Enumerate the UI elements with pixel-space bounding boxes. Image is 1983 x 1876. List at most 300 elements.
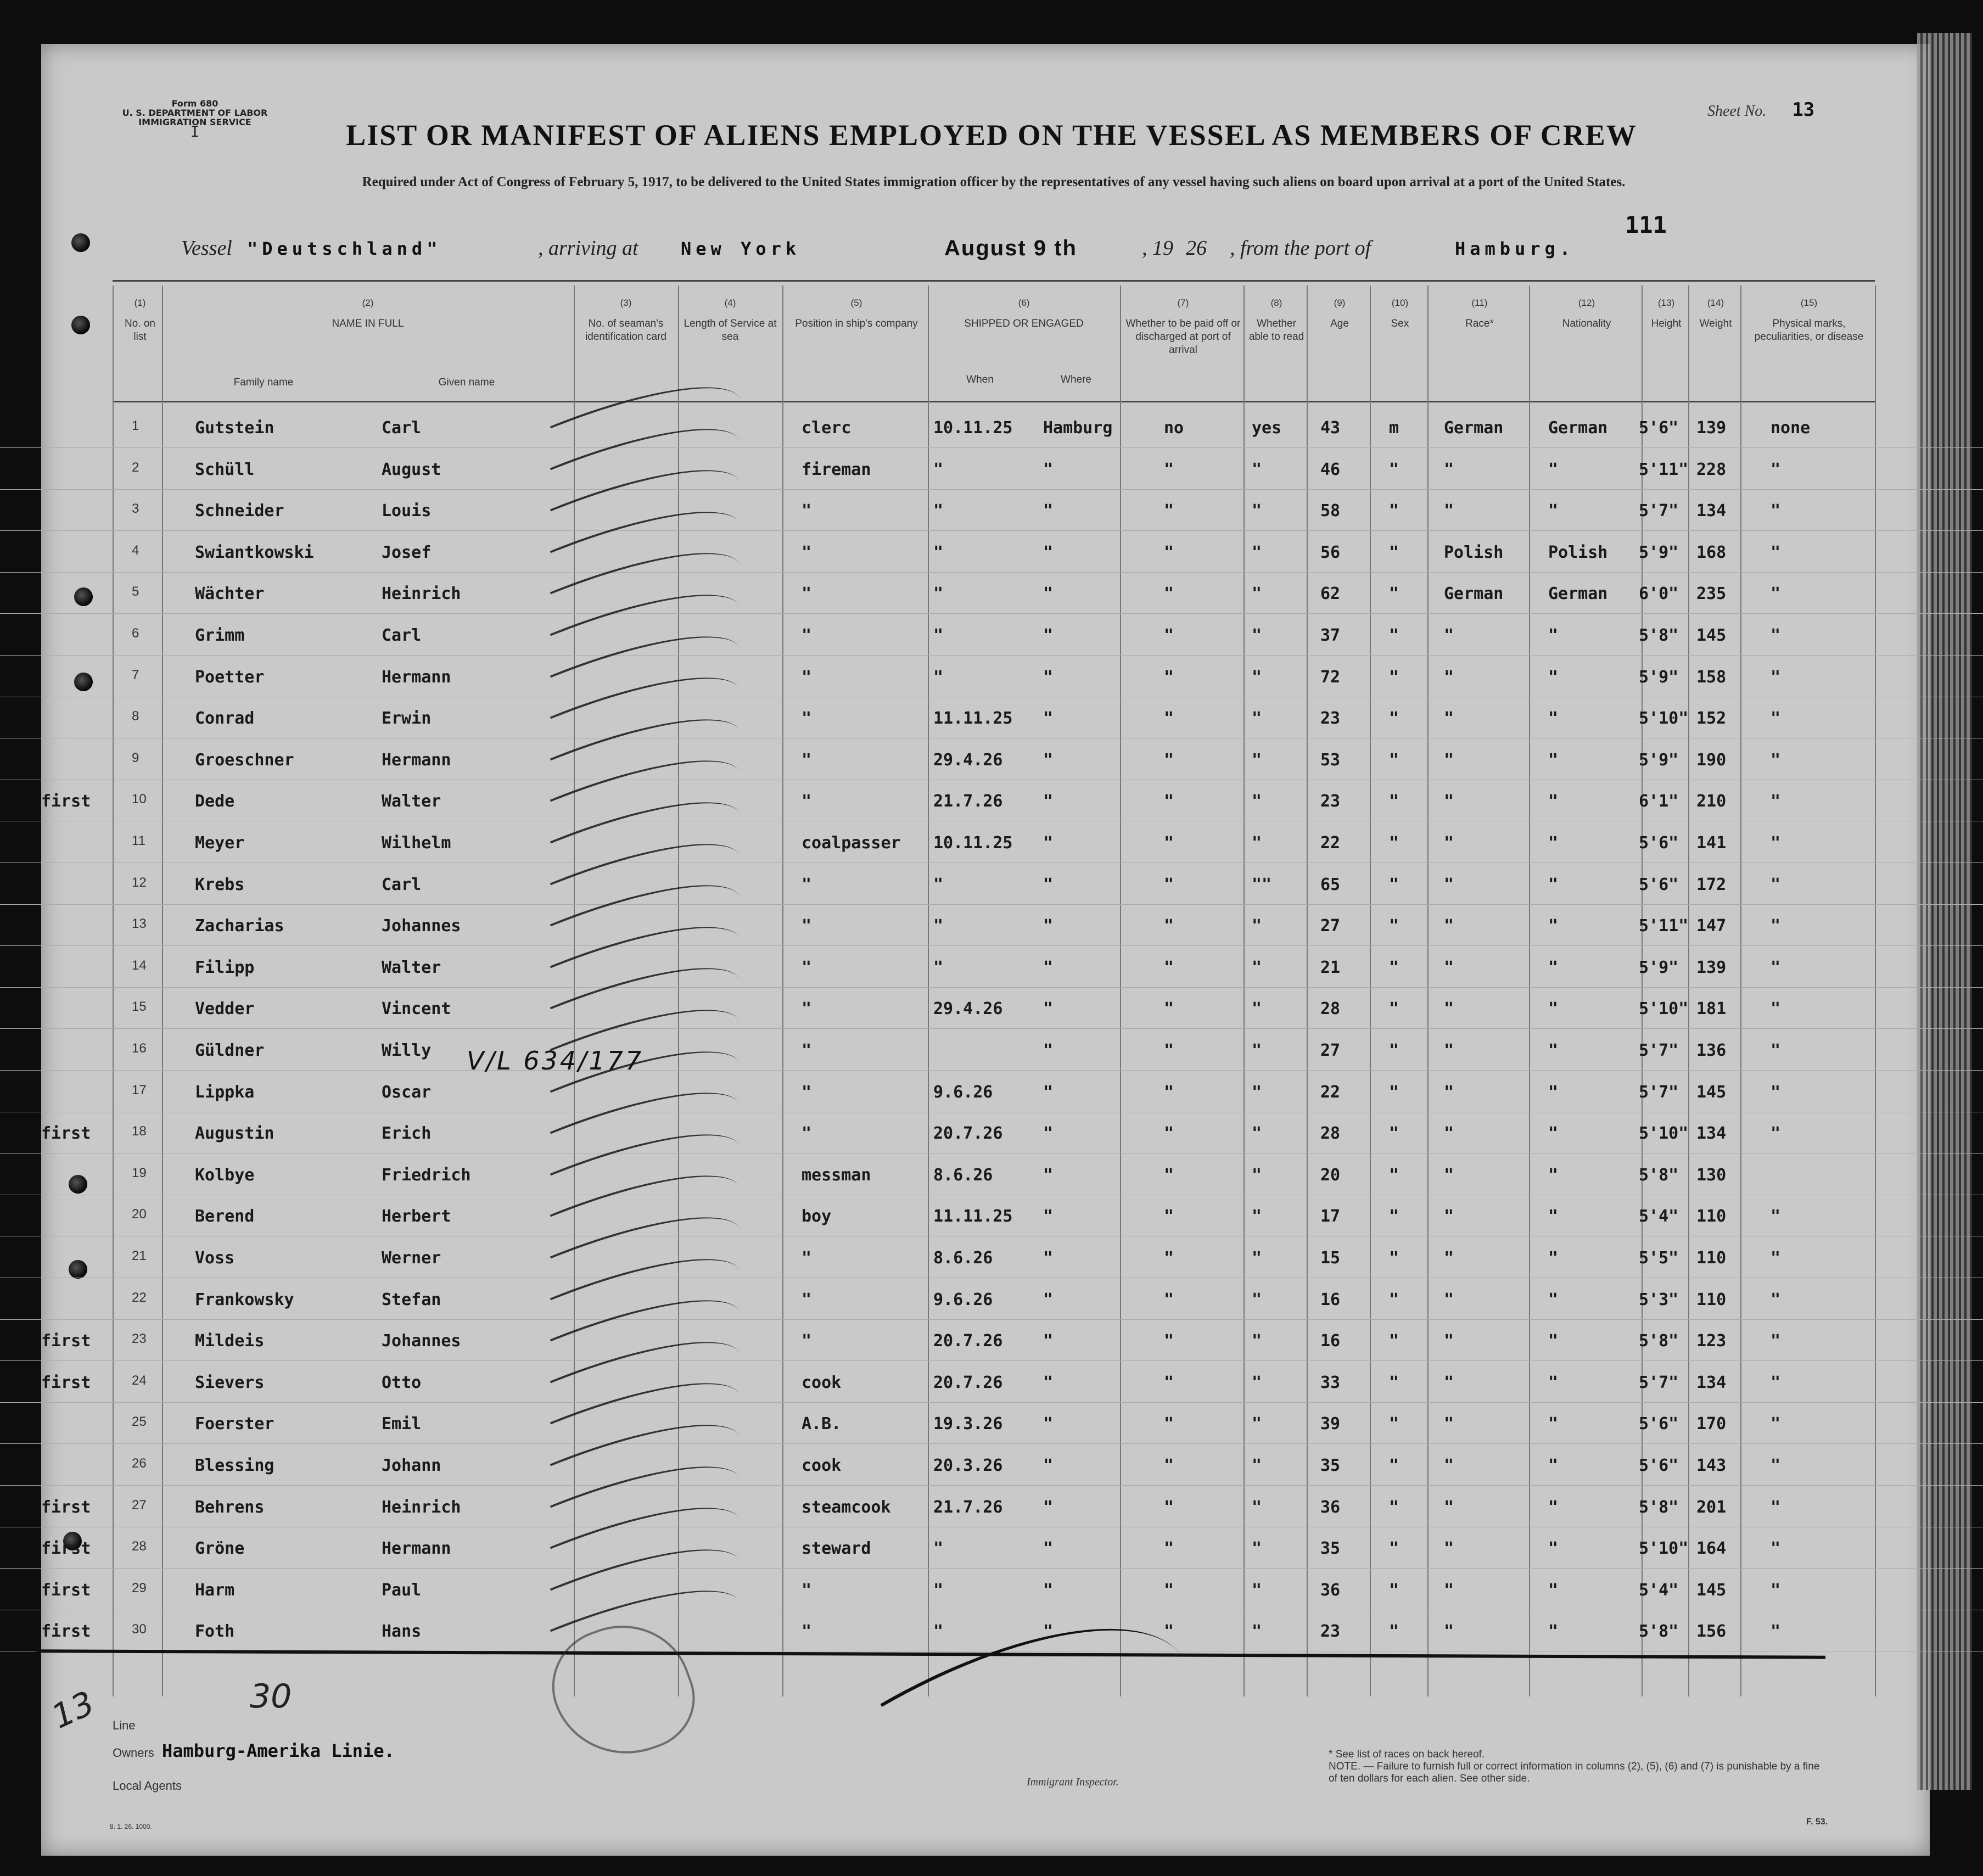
sex: " [1389,792,1399,811]
nationality: German [1548,418,1608,438]
engaged-where: " [1043,1539,1054,1559]
family-name: Kolbye [195,1165,255,1185]
engaged-when: " [933,1622,944,1642]
able-to-read: " [1252,1373,1262,1392]
table-header [0,285,1983,395]
age: 27 [1320,916,1341,936]
table-row [0,1195,1983,1236]
family-name: Mildeis [195,1331,265,1351]
height: 5'7" [1639,1373,1679,1392]
vessel-line [181,236,1663,269]
position: " [802,542,812,562]
engaged-when: 20.7.26 [933,1124,1003,1144]
age: 27 [1320,1041,1341,1060]
given-name: Louis [382,501,432,521]
table-row [0,863,1983,905]
table-row [0,1153,1983,1195]
local-agents-label: Local Agents [113,1779,182,1793]
nationality: " [1548,875,1559,894]
family-name: Poetter [195,667,265,687]
nationality: " [1548,1622,1559,1642]
table-row [0,406,1983,448]
line-number: 15 [132,999,147,1015]
table-row [0,1236,1983,1278]
height: 5'8" [1639,1622,1679,1642]
line-number: 19 [132,1165,147,1180]
able-to-read: " [1252,709,1262,729]
table-row [0,1071,1983,1112]
family-name: Zacharias [195,916,284,936]
paid-off: no [1164,418,1184,438]
given-name: Erwin [382,709,432,729]
paid-off: " [1164,667,1174,687]
height: 5'9" [1639,750,1679,770]
physical-marks: " [1771,999,1781,1019]
sex: " [1389,542,1399,562]
paid-off: " [1164,1207,1174,1227]
engaged-where: " [1043,750,1054,770]
handwritten-count: 30 [250,1677,292,1716]
nationality: " [1548,667,1559,687]
line-number: 5 [132,584,139,600]
age: 33 [1320,1373,1341,1392]
paid-off: " [1164,460,1174,479]
line-number: 30 [132,1622,147,1637]
weight: 110 [1696,1248,1727,1268]
sex: " [1389,709,1399,729]
header-rule [113,401,1875,402]
paid-off: " [1164,584,1174,604]
engaged-when: 11.11.25 [933,709,1013,729]
crew-table-body [0,406,1983,1653]
table-row [0,821,1983,863]
table-row [0,1527,1983,1569]
paid-off: " [1164,1497,1174,1517]
paid-off: " [1164,1165,1174,1185]
family-name: Wächter [195,584,265,604]
nationality: " [1548,1290,1559,1309]
physical-marks: " [1771,750,1781,770]
engaged-where: " [1043,1290,1054,1309]
able-to-read: " [1252,1331,1262,1351]
physical-marks: " [1771,584,1781,604]
height: 5'4" [1639,1580,1679,1600]
height: 5'8" [1639,1331,1679,1351]
given-name: Emil [382,1414,422,1434]
height: 5'7" [1639,1082,1679,1102]
print-code: 8. 1. 26. 1000. [110,1823,152,1830]
family-name: Gutstein [195,418,275,438]
table-row [0,572,1983,614]
able-to-read: " [1252,542,1262,562]
able-to-read: " [1252,1290,1262,1309]
owners-value: Hamburg-Amerika Linie. [162,1740,395,1761]
given-name: Heinrich [382,1497,461,1517]
engaged-where: " [1043,792,1054,811]
line-number: 29 [132,1580,147,1595]
given-name: Wilhelm [382,833,451,853]
sex: " [1389,1456,1399,1475]
position: " [802,1290,812,1309]
position: " [802,1124,812,1144]
able-to-read: " [1252,1497,1262,1517]
table-row [0,904,1983,946]
line-number: 27 [132,1497,147,1513]
family-name: Vedder [195,999,255,1019]
physical-marks: " [1771,792,1781,811]
col-header: (10) Sex [1391,298,1409,329]
position: steamcook [802,1497,891,1517]
given-name: Paul [382,1580,422,1600]
given-name: Vincent [382,999,451,1019]
physical-marks: " [1771,1082,1781,1102]
given-name: Heinrich [382,584,461,604]
weight: 134 [1696,1373,1727,1392]
height: 5'6" [1639,833,1679,853]
header-rule [113,280,1875,282]
table-row [0,1486,1983,1527]
paid-off: " [1164,542,1174,562]
family-name: Krebs [195,875,245,894]
engaged-where: " [1043,709,1054,729]
line-label: Line [113,1718,136,1732]
engaged-when: 11.11.25 [933,1207,1013,1227]
margin-note: first [41,1124,91,1144]
height: 5'5" [1639,1248,1679,1268]
age: 22 [1320,1082,1341,1102]
sex: " [1389,626,1399,645]
engaged-when: " [933,957,944,977]
height: 5'8" [1639,1165,1679,1185]
weight: 172 [1696,875,1727,894]
nationality: " [1548,709,1559,729]
age: 35 [1320,1539,1341,1559]
family-name: Lippka [195,1082,255,1102]
line-number: 9 [132,750,139,765]
paid-off: " [1164,1082,1174,1102]
age: 43 [1320,418,1341,438]
age: 65 [1320,875,1341,894]
table-row [0,489,1983,531]
weight: 147 [1696,916,1727,936]
nationality: " [1548,1539,1559,1559]
age: 23 [1320,1622,1341,1642]
table-row [0,738,1983,780]
physical-marks: none [1771,418,1811,438]
paid-off: " [1164,709,1174,729]
age: 46 [1320,460,1341,479]
col-header: (8) Whether able to read [1248,298,1304,343]
nationality: " [1548,1248,1559,1268]
sex: " [1389,501,1399,521]
race: " [1444,1622,1454,1642]
sheet-label: Sheet No. [1707,103,1767,120]
family-name: Frankowsky [195,1290,294,1309]
engaged-when: " [933,1539,944,1559]
physical-marks: " [1771,1580,1781,1600]
stamp-number: 111 [1625,211,1667,238]
race: " [1444,957,1454,977]
engaged-when: " [933,916,944,936]
age: 35 [1320,1456,1341,1475]
line-number: 16 [132,1041,147,1056]
punch-hole [71,233,90,252]
family-name: Harm [195,1580,235,1600]
nationality: " [1548,501,1559,521]
nationality: " [1548,1082,1559,1102]
race: " [1444,1497,1454,1517]
col-header: (9) Age [1330,298,1349,329]
arrival-port: New York [681,238,801,259]
engaged-when: 29.4.26 [933,750,1003,770]
age: 21 [1320,957,1341,977]
table-row [0,780,1983,821]
line-number: 3 [132,501,139,517]
race: " [1444,1414,1454,1434]
nationality: " [1548,1373,1559,1392]
margin-note: first [41,1539,91,1559]
race: " [1444,999,1454,1019]
page-title: LIST OR MANIFEST OF ALIENS EMPLOYED ON THE VESSEL AS MEMBERS OF CREW [346,119,1637,152]
paid-off: " [1164,1539,1174,1559]
physical-marks: " [1771,1290,1781,1309]
physical-marks: " [1771,957,1781,977]
able-to-read: " [1252,957,1262,977]
nationality: " [1548,1497,1559,1517]
engaged-when: 8.6.26 [933,1165,993,1185]
race: " [1444,792,1454,811]
able-to-read: " [1252,1456,1262,1475]
sex: " [1389,916,1399,936]
sex: " [1389,1331,1399,1351]
race: " [1444,1124,1454,1144]
given-name: Hermann [382,750,451,770]
table-row [0,448,1983,490]
col-header: Given name [438,377,495,388]
weight: 210 [1696,792,1727,811]
sex: " [1389,750,1399,770]
owners-label: Owners [113,1746,154,1760]
line-number: 23 [132,1331,147,1347]
position: " [802,1041,812,1060]
height: 5'6" [1639,1414,1679,1434]
able-to-read: " [1252,1580,1262,1600]
paid-off: " [1164,792,1174,811]
engaged-where: " [1043,1207,1054,1227]
position: " [802,1622,812,1642]
margin-mark: I [190,122,200,141]
physical-marks: " [1771,626,1781,645]
age: 16 [1320,1290,1341,1309]
weight: 156 [1696,1622,1727,1642]
weight: 134 [1696,501,1727,521]
given-name: Friedrich [382,1165,471,1185]
position: " [802,667,812,687]
nationality: " [1548,1580,1559,1600]
engaged-where: " [1043,1622,1054,1642]
position: " [802,875,812,894]
table-row [0,614,1983,656]
weight: 190 [1696,750,1727,770]
paid-off: " [1164,875,1174,894]
height: 5'10" [1639,1124,1689,1144]
given-name: Johannes [382,916,461,936]
race: " [1444,1290,1454,1309]
vessel-label: Vessel [181,237,232,260]
able-to-read: " [1252,1124,1262,1144]
col-header: (13) Height [1651,298,1682,329]
weight: 168 [1696,542,1727,562]
position: cook [802,1456,842,1475]
sex: " [1389,833,1399,853]
weight: 123 [1696,1331,1727,1351]
margin-note: first [41,792,91,811]
able-to-read: "" [1252,875,1272,894]
service: IMMIGRATION SERVICE [138,117,251,127]
nationality: " [1548,957,1559,977]
height: 5'10" [1639,999,1689,1019]
given-name: Hermann [382,667,451,687]
table-row [0,946,1983,988]
position: cook [802,1373,842,1392]
nationality: " [1548,999,1559,1019]
physical-marks: " [1771,1497,1781,1517]
engaged-where: " [1043,999,1054,1019]
position: " [802,584,812,604]
handwritten-sheet-number: 13 [46,1684,100,1737]
age: 22 [1320,833,1341,853]
race: " [1444,1207,1454,1227]
engaged-where: " [1043,501,1054,521]
table-row [0,1319,1983,1361]
race: " [1444,709,1454,729]
able-to-read: " [1252,1622,1262,1642]
engaged-where: " [1043,1497,1054,1517]
family-name: Conrad [195,709,255,729]
table-row [0,1610,1983,1651]
family-name: Schneider [195,501,284,521]
race: " [1444,501,1454,521]
paid-off: " [1164,1414,1174,1434]
able-to-read: " [1252,999,1262,1019]
immigrant-inspector-label: Immigrant Inspector. [1027,1776,1119,1788]
engaged-when: 20.3.26 [933,1456,1003,1475]
line-number: 26 [132,1456,147,1471]
height: 6'0" [1639,584,1679,604]
line-number: 7 [132,667,139,682]
weight: 139 [1696,418,1727,438]
sex: " [1389,667,1399,687]
age: 56 [1320,542,1341,562]
weight: 110 [1696,1207,1727,1227]
race: " [1444,875,1454,894]
family-name: Foth [195,1622,235,1642]
engaged-when: " [933,542,944,562]
margin-note: first [41,1331,91,1351]
departure-port: Hamburg. [1455,238,1575,259]
table-row [0,1278,1983,1320]
year-value: 26 [1186,237,1207,260]
position: " [802,1580,812,1600]
given-name: Werner [382,1248,441,1268]
col-header: Family name [233,377,294,388]
physical-marks: " [1771,1331,1781,1351]
position: " [802,916,812,936]
able-to-read: " [1252,667,1262,687]
line-number: 22 [132,1290,147,1305]
able-to-read: " [1252,792,1262,811]
nationality: " [1548,1331,1559,1351]
age: 23 [1320,792,1341,811]
engaged-when: 20.7.26 [933,1331,1003,1351]
engaged-when: " [933,667,944,687]
given-name: Carl [382,418,422,438]
given-name: Josef [382,542,432,562]
age: 37 [1320,626,1341,645]
able-to-read: " [1252,1082,1262,1102]
footnote [1329,1749,1823,1785]
table-row [0,1112,1983,1153]
height: 5'10" [1639,709,1689,729]
physical-marks: " [1771,1539,1781,1559]
position: " [802,1331,812,1351]
form-number: Form 680 [171,98,219,109]
age: 36 [1320,1580,1341,1600]
weight: 136 [1696,1041,1727,1060]
engaged-when: 9.6.26 [933,1290,993,1309]
line-number: 2 [132,460,139,475]
weight: 170 [1696,1414,1727,1434]
position: " [802,999,812,1019]
nationality: " [1548,1207,1559,1227]
given-name: Hans [382,1622,422,1642]
paid-off: " [1164,1331,1174,1351]
age: 39 [1320,1414,1341,1434]
sex: " [1389,1124,1399,1144]
given-name: Stefan [382,1290,441,1309]
nationality: " [1548,792,1559,811]
height: 5'9" [1639,667,1679,687]
nationality: " [1548,626,1559,645]
paid-off: " [1164,626,1174,645]
able-to-read: " [1252,833,1262,853]
race: " [1444,916,1454,936]
given-name: Oscar [382,1082,432,1102]
margin-note: first [41,1497,91,1517]
col-header: (14) Weight [1699,298,1732,329]
physical-marks: " [1771,1124,1781,1144]
sex: " [1389,1207,1399,1227]
engaged-when: 19.3.26 [933,1414,1003,1434]
physical-marks: " [1771,1041,1781,1060]
able-to-read: " [1252,1414,1262,1434]
weight: 143 [1696,1456,1727,1475]
line-number: 20 [132,1207,147,1222]
sex: " [1389,1041,1399,1060]
table-row [0,697,1983,738]
col-header: (7) Whether to be paid off or discharged at port of arrival [1125,298,1241,356]
nationality: " [1548,916,1559,936]
height: 5'7" [1639,501,1679,521]
race: " [1444,667,1454,687]
given-name: Johannes [382,1331,461,1351]
weight: 134 [1696,1124,1727,1144]
given-name: Hermann [382,1539,451,1559]
age: 15 [1320,1248,1341,1268]
race: " [1444,1041,1454,1060]
given-name: Johann [382,1456,441,1475]
family-name: Swiantkowski [195,542,314,562]
